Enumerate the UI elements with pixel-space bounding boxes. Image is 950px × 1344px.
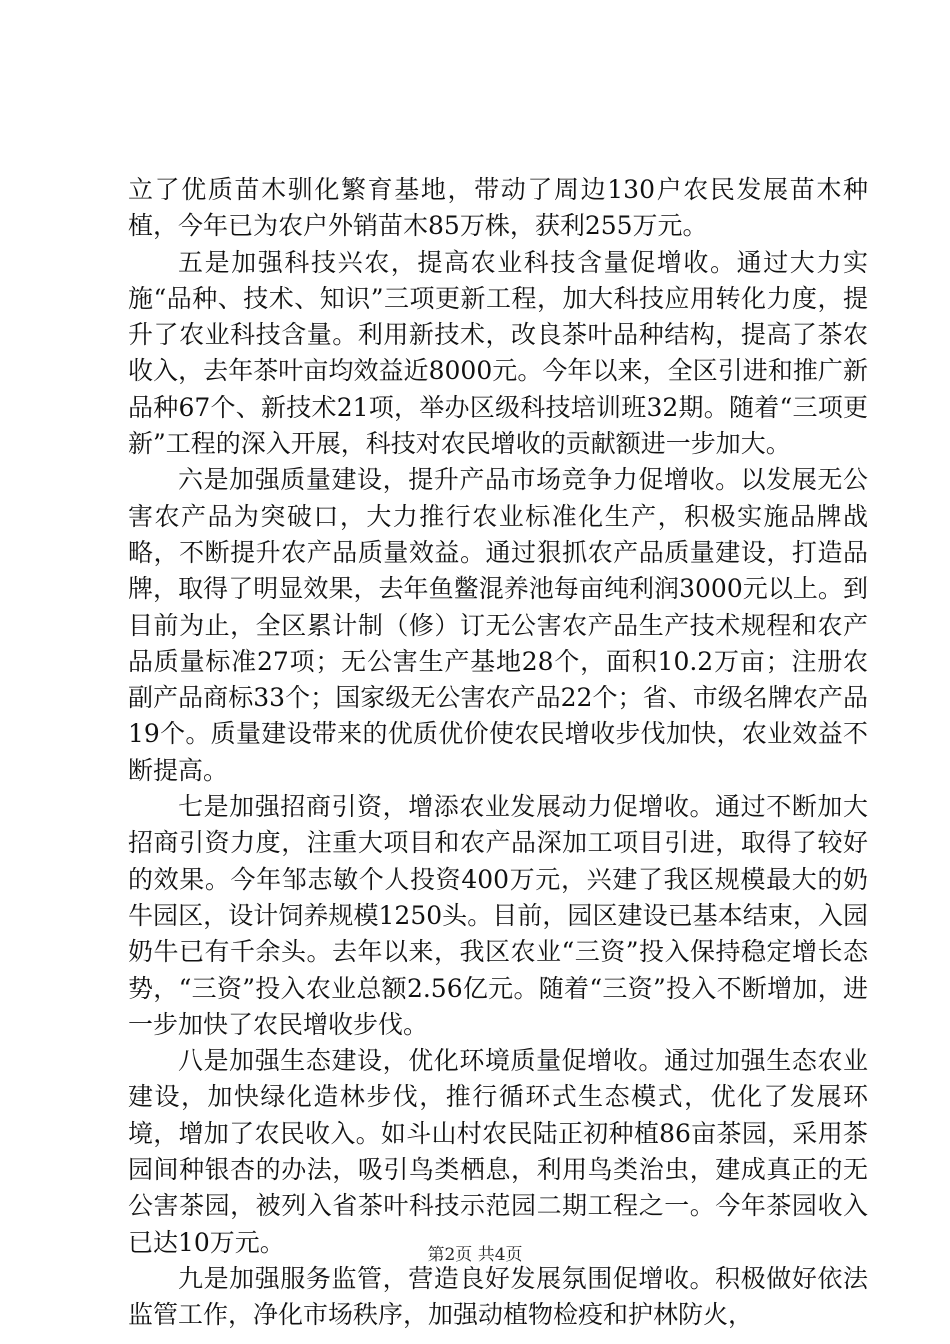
document-body (128, 172, 868, 1334)
paragraph-item-9: 九是加强服务监管，营造良好发展氛围促增收。积极做好依法监管工作，净化市场秩序，加强动植物检疫和护林防火， (128, 1263, 868, 1330)
page-number-footer: 第2页 共4页 (427, 1245, 523, 1265)
paragraph-item-8: 八是加强生态建设，优化环境质量促增收。通过加强生态农业建设，加快绿化造林步伐，推行循环式生态模式，优化了发展环境，增加了农民收入。如斗山村农民陆正初种植86亩茶园，采用茶园间种银杏的办法，吸引鸟类栖息，利用鸟类治虫，建成真正的无公害茶园，被列入省茶叶科技示范园二期工程之一。今年茶园收入已达10万元。 (128, 1046, 868, 1257)
paragraph-item-6: 六是加强质量建设，提升产品市场竞争力促增收。以发展无公害农产品为突破口，大力推行农业标准化生产，积极实施品牌战略，不断提升农产品质量效益。通过狠抓农产品质量建设，打造品牌，取得了明显效果，去年鱼鳖混养池每亩纯利润3000元以上。到目前为止，全区累计制（修）订无公害农产品生产技术规程和农产品质量标准27项；无公害生产基地28个，面积10.2万亩；注册农副产品商标33个；国家级无公害农产品22个；省、市级名牌农产品19个。质量建设带来的优质优价使农民增收步伐加快，农业效益不断提高。 (128, 465, 868, 785)
paragraph-continued: 立了优质苗木驯化繁育基地，带动了周边130户农民发展苗木种植，今年已为农户外销苗木85万株，获利255万元。 (128, 175, 868, 241)
paragraph-item-5: 五是加强科技兴农，提高农业科技含量促增收。通过大力实施“品种、技术、知识”三项更新工程，加大科技应用转化力度，提升了农业科技含量。利用新技术，改良茶叶品种结构，提高了茶农收入，去年茶叶亩均效益近8000元。今年以来，全区引进和推广新品种67个、新技术21项，举办区级科技培训班32期。随着“三项更新”工程的深入开展，科技对农民增收的贡献额进一步加大。 (128, 247, 868, 459)
paragraph-item-7: 七是加强招商引资，增添农业发展动力促增收。通过不断加大招商引资力度，注重大项目和农产品深加工项目引进，取得了较好的效果。今年邹志敏个人投资400万元，兴建了我区规模最大的奶牛园区，设计饲养规模1250头。目前，园区建设已基本结束，入园奶牛已有千余头。去年以来，我区农业“三资”投入保持稳定增长态势，“三资”投入农业总额2.56亿元。随着“三资”投入不断增加，进一步加快了农民增收步伐。 (128, 792, 868, 1039)
